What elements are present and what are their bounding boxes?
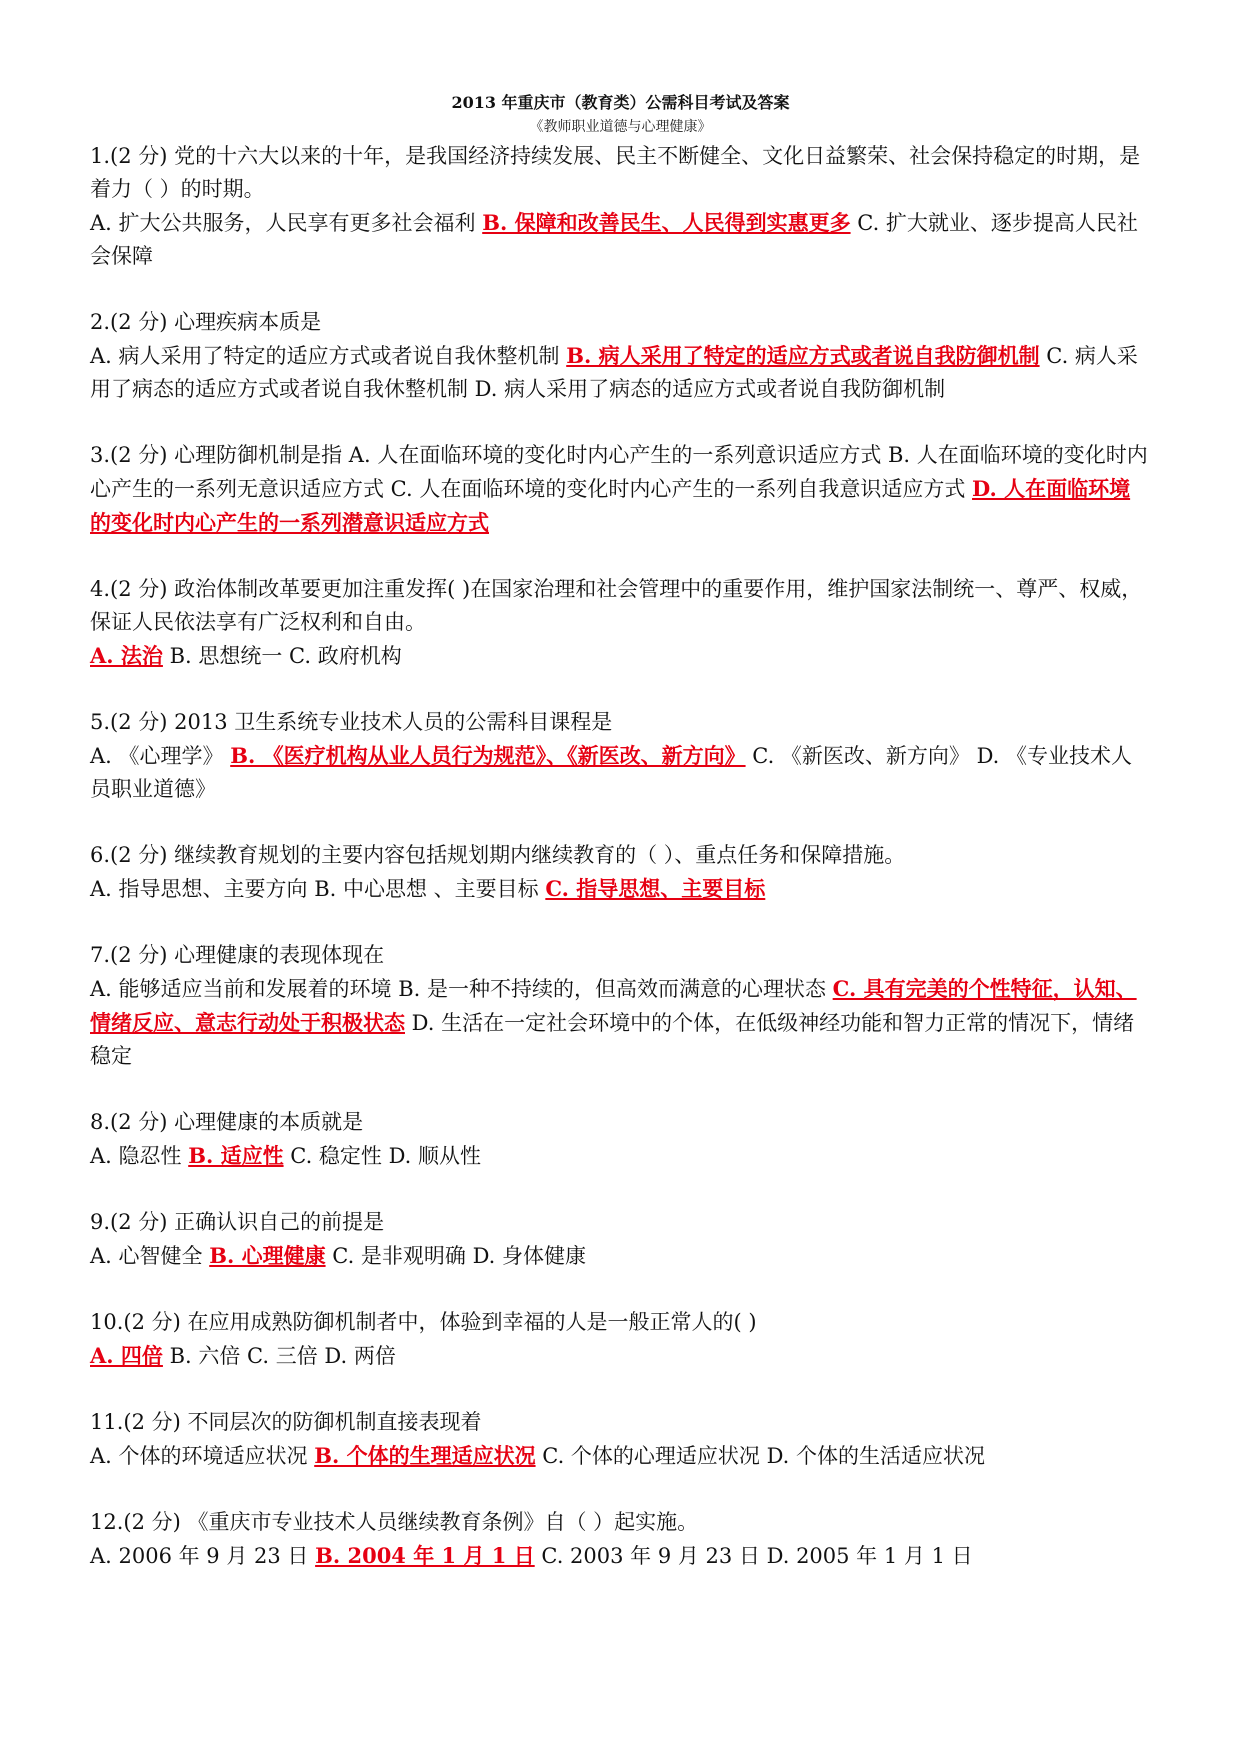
correct-answer: B. 保障和改善民生、人民得到实惠更多 <box>482 210 851 235</box>
question-item <box>90 573 1150 673</box>
question-options <box>90 639 1150 673</box>
option-text: C. 扩大就业、逐步提高人民社会保障 <box>90 211 1138 268</box>
question-stem: 5.(2 分) 2013 卫生系统专业技术人员的公需科目课程是 <box>90 710 613 734</box>
correct-answer: D. 人在面临环境的变化时内心产生的一系列潜意识适应方式 <box>90 476 1131 535</box>
question-item <box>90 839 1150 906</box>
option-text: D. 生活在一定社会环境中的个体，在低级神经功能和智力正常的情况下，情绪稳定 <box>90 1011 1135 1068</box>
option-text: C. 是非观明确 D. 身体健康 <box>325 1244 587 1268</box>
option-text: A. 心智健全 <box>90 1244 210 1268</box>
question-options <box>90 739 1150 806</box>
correct-answer: A. 法治 <box>90 643 163 668</box>
correct-answer: A. 四倍 <box>90 1343 163 1368</box>
question-stem: 7.(2 分) 心理健康的表现体现在 <box>90 943 385 967</box>
question-stem: 9.(2 分) 正确认识自己的前提是 <box>90 1210 385 1234</box>
option-text: A. 能够适应当前和发展着的环境 B. 是一种不持续的，但高效而满意的心理状态 <box>90 977 833 1001</box>
question-options <box>90 206 1150 273</box>
option-text: B. 六倍 C. 三倍 D. 两倍 <box>162 1344 396 1368</box>
correct-answer: C. 指导思想、主要目标 <box>545 876 766 901</box>
option-text: A. 扩大公共服务，人民享有更多社会福利 <box>90 211 483 235</box>
question-item <box>90 306 1150 406</box>
question-options <box>90 1339 1150 1373</box>
option-text: 3.(2 分) 心理防御机制是指 A. 人在面临环境的变化时内心产生的一系列意识适应方式 B. 人在面临环境的变化时内心产生的一系列无意识适应方式 C. 人在面临环境的变化时内心产生的一系列自我意识适应方式 <box>90 443 1148 501</box>
option-text: A. 指导思想、主要方向 B. 中心思想 、主要目标 <box>90 877 546 901</box>
question-stem: 8.(2 分) 心理健康的本质就是 <box>90 1110 364 1134</box>
question-stem: 12.(2 分) 《重庆市专业技术人员继续教育条例》自（ ）起实施。 <box>90 1510 699 1534</box>
correct-answer: B. 病人采用了特定的适应方式或者说自我防御机制 <box>566 343 1040 368</box>
option-text: C. 个体的心理适应状况 D. 个体的生活适应状况 <box>535 1444 986 1468</box>
question-item <box>90 1506 1150 1573</box>
question-list <box>90 140 1150 1606</box>
question-stem: 1.(2 分) 党的十六大以来的十年，是我国经济持续发展、民主不断健全、文化日益繁荣、社会保持稳定的时期，是着力（ ）的时期。 <box>90 144 1141 201</box>
question-item <box>90 1206 1150 1273</box>
option-text: A. 2006 年 9 月 23 日 <box>90 1544 316 1568</box>
question-item <box>90 1306 1150 1373</box>
question-options <box>90 339 1150 406</box>
question-item <box>90 706 1150 806</box>
question-stem: 6.(2 分) 继续教育规划的主要内容包括规划期内继续教育的（ ）、重点任务和保障措施。 <box>90 843 906 867</box>
document-title: 2013 年重庆市（教育类）公需科目考试及答案 <box>451 93 790 112</box>
question-options <box>90 972 1150 1073</box>
correct-answer: B. 适应性 <box>188 1143 284 1168</box>
correct-answer: B. 心理健康 <box>209 1243 326 1268</box>
question-options <box>90 1139 1150 1173</box>
option-text: C. 稳定性 D. 顺从性 <box>283 1144 482 1168</box>
option-text: A. 《心理学》 <box>90 744 231 768</box>
question-stem: 11.(2 分) 不同层次的防御机制直接表现着 <box>90 1410 482 1434</box>
question-item <box>90 1406 1150 1473</box>
option-text: A. 病人采用了特定的适应方式或者说自我休整机制 <box>90 344 567 368</box>
option-text: C. 《新医改、新方向》 D. 《专业技术人员职业道德》 <box>90 744 1133 801</box>
question-stem: 4.(2 分) 政治体制改革要更加注重发挥( )在国家治理和社会管理中的重要作用，维护国家法制统一、尊严、权威，保证人民依法享有广泛权利和自由。 <box>90 577 1143 634</box>
question-options <box>90 1539 1150 1573</box>
option-text: C. 2003 年 9 月 23 日 D. 2005 年 1 月 1 日 <box>534 1544 973 1568</box>
option-text: A. 个体的环境适应状况 <box>90 1444 315 1468</box>
question-options <box>90 1439 1150 1473</box>
correct-answer: B. 个体的生理适应状况 <box>314 1443 536 1468</box>
option-text: B. 思想统一 C. 政府机构 <box>162 644 402 668</box>
correct-answer: B. 《医疗机构从业人员行为规范》、《新医改、新方向》 <box>230 743 746 768</box>
correct-answer: B. 2004 年 1 月 1 日 <box>315 1543 535 1568</box>
question-item <box>90 439 1150 540</box>
question-item <box>90 140 1150 273</box>
correct-answer: C. 具有完美的个性特征，认知、情绪反应、意志行动处于积极状态 <box>90 976 1137 1035</box>
option-text: A. 隐忍性 <box>90 1144 189 1168</box>
question-options <box>90 1239 1150 1273</box>
question-stem: 10.(2 分) 在应用成熟防御机制者中，体验到幸福的人是一般正常人的( ) <box>90 1310 757 1334</box>
question-item <box>90 1106 1150 1173</box>
option-text: C. 病人采用了病态的适应方式或者说自我休整机制 D. 病人采用了病态的适应方式或者说自我防御机制 <box>90 344 1138 401</box>
document-subtitle: 《教师职业道德与心理健康》 <box>529 119 712 135</box>
question-item <box>90 939 1150 1073</box>
question-options <box>90 439 1150 540</box>
question-stem: 2.(2 分) 心理疾病本质是 <box>90 310 322 334</box>
question-options <box>90 872 1150 906</box>
